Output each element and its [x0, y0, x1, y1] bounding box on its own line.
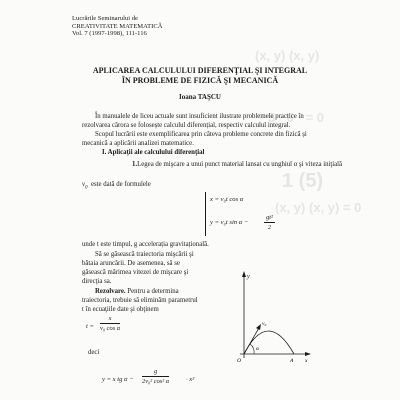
label-v0: v₀	[262, 321, 267, 327]
v0-subscript: 0	[85, 185, 88, 191]
problem-given: este dată de formulele	[90, 181, 151, 188]
label-y: y	[247, 274, 250, 280]
equation-brace	[205, 192, 206, 236]
fraction-denominator: 2v₀² cos² α	[142, 378, 170, 385]
formula-y-lhs: y = x tg α −	[102, 376, 134, 383]
angle-arc	[250, 344, 254, 354]
fraction-numerator: g	[153, 368, 158, 375]
alpha-symbol: α	[293, 161, 298, 168]
equation-y-fraction	[264, 214, 275, 231]
deci-word: deci	[88, 349, 100, 356]
solution-line	[95, 287, 179, 296]
after-equations: bătaia aruncării. De asemenea, să se	[82, 260, 180, 267]
fraction-numerator: gt²	[266, 214, 273, 221]
solution-line: t în ecuaţiile date şi obţinem	[82, 306, 159, 313]
journal-volume: Vol. 7 (1997-1998), 111-116	[72, 30, 147, 38]
after-equations: Să se găsească traiectoria mişcării şi	[95, 251, 194, 258]
formula-t-fraction	[100, 315, 120, 332]
label-alpha: α	[256, 346, 259, 352]
formula-y-tail: · x²	[186, 376, 195, 383]
equation-x: x = v₀t cos α	[210, 196, 244, 203]
paper-title-line1: APLICAREA CALCULULUI DIFERENŢIAL ŞI INTEGRAL	[92, 66, 308, 75]
journal-header	[72, 15, 163, 38]
bleed-through-text: (x, y) (x, y) = 0	[275, 200, 362, 215]
label-a: A	[290, 358, 294, 364]
solution-line: traiectoria, trebuie să eliminăm parametrul	[82, 297, 198, 304]
label-origin: O	[237, 358, 241, 364]
fraction-denominator: v₀ cos α	[100, 325, 121, 332]
formula-y-fraction	[142, 368, 169, 385]
solution-text: Pentru a determina	[127, 288, 179, 295]
trajectory-curve	[244, 331, 294, 354]
problem-statement-cont	[82, 180, 151, 192]
author-name: Ioana TAŞCU	[179, 93, 221, 101]
intro-paragraph: rezolvarea cărora se folosește calculul diferențial, respectiv calculul integral.	[82, 122, 291, 129]
label-x: x	[305, 358, 308, 364]
equation-y: y = v₀t sin α −	[210, 219, 249, 226]
after-equations: direcţia sa.	[82, 278, 112, 285]
paper-title-line2: ÎN PROBLEME DE FIZICĂ ŞI MECANICĂ	[121, 76, 279, 85]
intro-paragraph: Scopul lucrării este exemplificarea prin câteva probleme concrete din fizică și	[95, 131, 307, 138]
x-axis-arrow	[305, 352, 311, 356]
journal-name: Lucrările Seminarului de	[72, 15, 138, 22]
bleed-through-text: 1 (5)	[282, 170, 324, 192]
trajectory-figure	[232, 270, 312, 365]
solution-label: Rezolvare.	[95, 288, 126, 295]
v0-symbol: v	[82, 181, 86, 188]
section-heading: I. Aplicaţii ale calculului diferenţial	[102, 149, 205, 156]
journal-subject: CREATIVITATE MATEMATICĂ	[72, 22, 163, 30]
bleed-through-text: (x, y) (x, y)	[255, 48, 320, 63]
intro-paragraph: mecanică a aplicării analizei matematice.	[82, 140, 194, 147]
intro-paragraph: În manualele de liceu actuale sunt insuficient ilustrate problemele practice în	[95, 113, 304, 120]
bleed-through-text: 5 · 0 · = 0	[268, 110, 324, 125]
problem-text-tail: şi viteza iniţială	[299, 161, 343, 168]
after-equations: unde t este timpul, g accelerația gravitațională.	[82, 241, 209, 248]
after-equations: găsească mărimea vitezei de mişcare şi	[82, 269, 189, 276]
fraction-numerator: x	[108, 315, 112, 322]
formula-t-lhs: t =	[86, 323, 94, 330]
velocity-arrow	[256, 324, 261, 330]
problem-number: 1.	[132, 161, 138, 168]
y-axis-arrow	[242, 271, 246, 277]
fraction-denominator: 2	[267, 224, 272, 231]
problem-text: Legea de mişcare a unui punct material lansat cu unghiul	[137, 161, 293, 168]
problem-statement	[132, 160, 342, 169]
